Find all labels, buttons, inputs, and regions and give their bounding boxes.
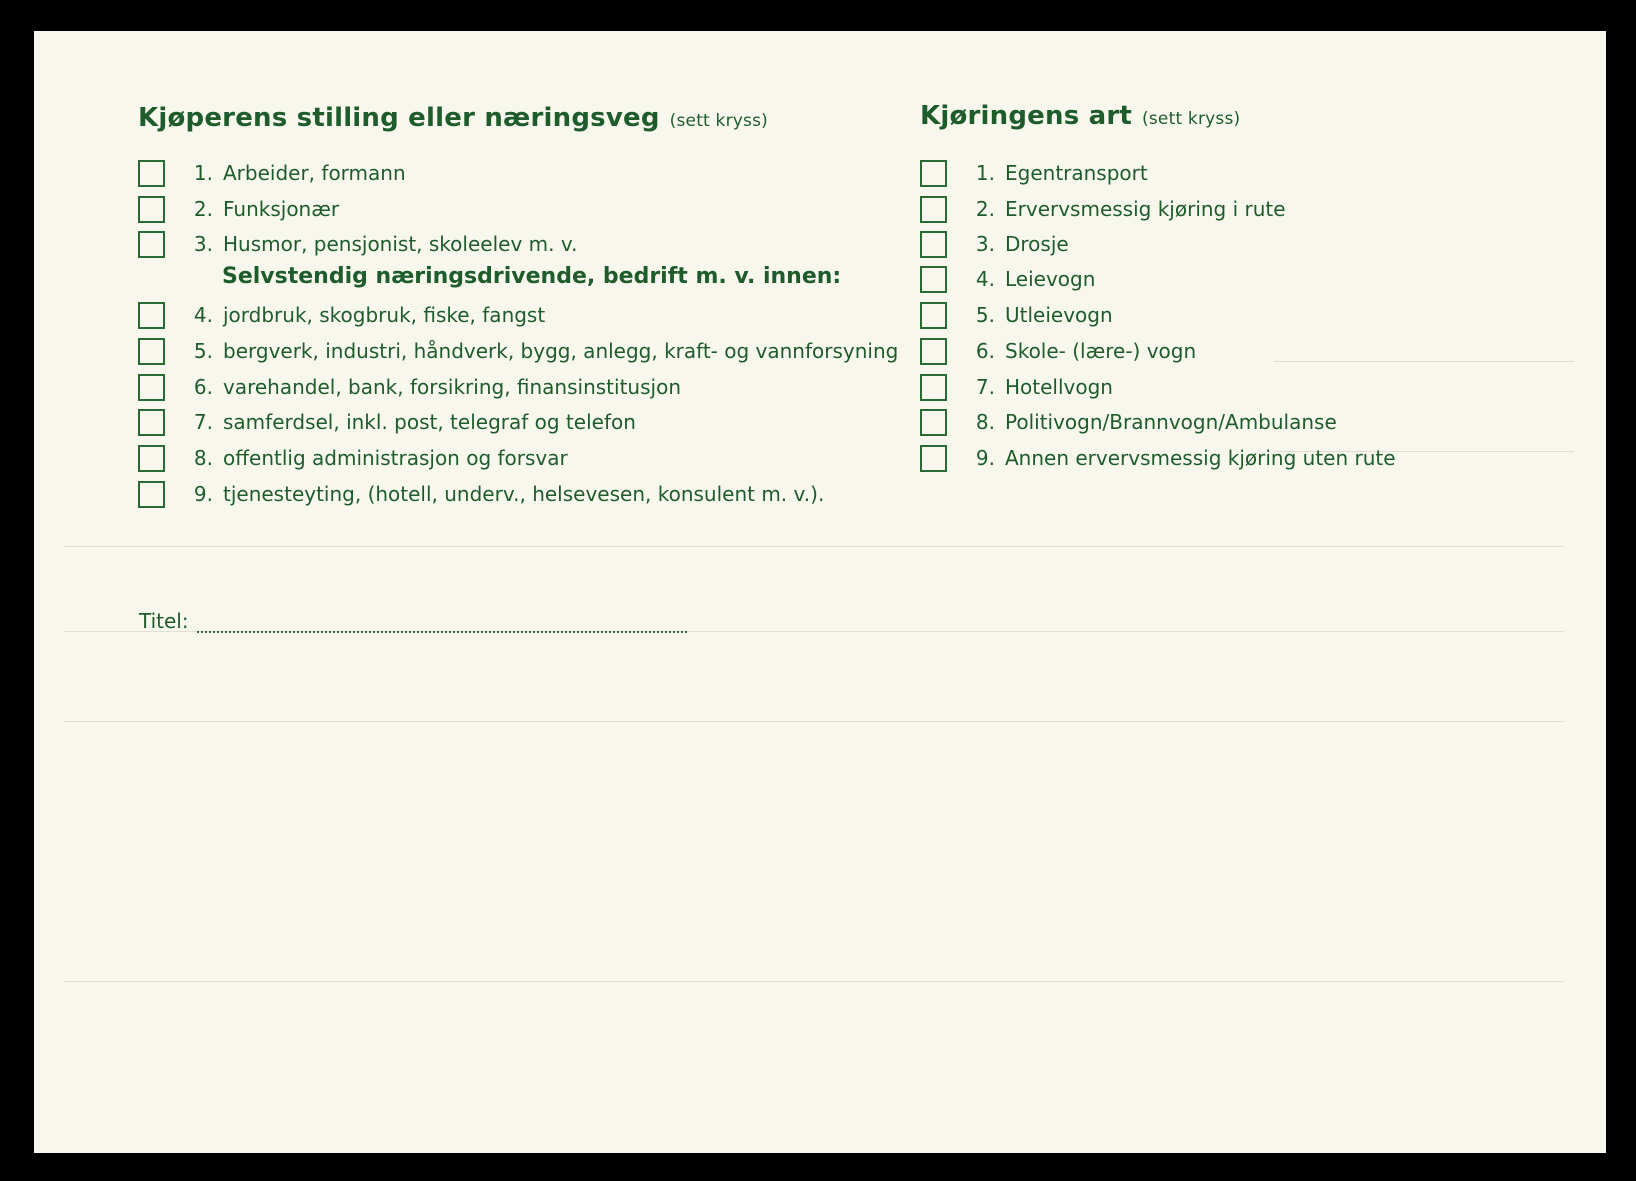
option-number: 9. bbox=[193, 482, 213, 506]
form-paper bbox=[34, 31, 1606, 1153]
option-label: offentlig administrasjon og forsvar bbox=[223, 446, 568, 470]
checkbox[interactable] bbox=[138, 160, 165, 187]
option-label: Arbeider, formann bbox=[223, 161, 406, 185]
checkbox[interactable] bbox=[920, 266, 947, 293]
occupation-option-9[interactable] bbox=[138, 479, 824, 509]
option-number: 3. bbox=[975, 232, 995, 256]
option-label: Skole- (lære-) vogn bbox=[1005, 339, 1197, 363]
option-label: Ervervsmessig kjøring i rute bbox=[1005, 197, 1286, 221]
option-label: Hotellvogn bbox=[1005, 375, 1113, 399]
option-label: Leievogn bbox=[1005, 267, 1096, 291]
option-number: 7. bbox=[193, 410, 213, 434]
checkbox[interactable] bbox=[920, 374, 947, 401]
checkbox[interactable] bbox=[138, 196, 165, 223]
occupation-option-1[interactable] bbox=[138, 158, 406, 188]
option-number: 1. bbox=[975, 161, 995, 185]
option-number: 7. bbox=[975, 375, 995, 399]
bleed-line bbox=[64, 546, 1564, 547]
title-field[interactable] bbox=[139, 609, 687, 633]
checkbox[interactable] bbox=[920, 409, 947, 436]
driving-option-9[interactable] bbox=[920, 443, 1396, 473]
option-number: 8. bbox=[193, 446, 213, 470]
checkbox[interactable] bbox=[920, 302, 947, 329]
occupation-option-6[interactable] bbox=[138, 372, 681, 402]
option-label: Annen ervervsmessig kjøring uten rute bbox=[1005, 446, 1396, 470]
checkbox[interactable] bbox=[920, 445, 947, 472]
heading-text: Kjøperens stilling eller næringsveg bbox=[138, 103, 660, 133]
heading-note: (sett kryss) bbox=[1142, 109, 1241, 129]
driving-option-5[interactable] bbox=[920, 300, 1113, 330]
option-label: Politivogn/Brannvogn/Ambulanse bbox=[1005, 410, 1337, 434]
occupation-option-2[interactable] bbox=[138, 194, 339, 224]
option-label: Drosje bbox=[1005, 232, 1069, 256]
heading-note: (sett kryss) bbox=[669, 111, 768, 131]
driving-option-8[interactable] bbox=[920, 407, 1337, 437]
checkbox[interactable] bbox=[138, 409, 165, 436]
checkbox[interactable] bbox=[138, 374, 165, 401]
checkbox[interactable] bbox=[138, 481, 165, 508]
option-number: 4. bbox=[193, 303, 213, 327]
option-number: 1. bbox=[193, 161, 213, 185]
option-label: jordbruk, skogbruk, fiske, fangst bbox=[223, 303, 546, 327]
checkbox[interactable] bbox=[138, 302, 165, 329]
checkbox[interactable] bbox=[138, 231, 165, 258]
checkbox[interactable] bbox=[138, 338, 165, 365]
option-number: 4. bbox=[975, 267, 995, 291]
option-label: Egentransport bbox=[1005, 161, 1148, 185]
option-number: 9. bbox=[975, 446, 995, 470]
occupation-option-4[interactable] bbox=[138, 300, 545, 330]
option-number: 8. bbox=[975, 410, 995, 434]
driving-option-1[interactable] bbox=[920, 158, 1148, 188]
option-number: 2. bbox=[975, 197, 995, 221]
option-label: samferdsel, inkl. post, telegraf og telefon bbox=[223, 410, 636, 434]
option-number: 5. bbox=[193, 339, 213, 363]
option-number: 3. bbox=[193, 232, 213, 256]
driving-type-heading bbox=[920, 101, 1240, 131]
option-number: 6. bbox=[975, 339, 995, 363]
option-label: bergverk, industri, håndverk, bygg, anlegg, kraft- og vannforsyning bbox=[223, 339, 899, 363]
option-number: 6. bbox=[193, 375, 213, 399]
checkbox[interactable] bbox=[920, 160, 947, 187]
option-label: Utleievogn bbox=[1005, 303, 1113, 327]
occupation-option-3[interactable] bbox=[138, 229, 577, 259]
heading-text: Kjøringens art bbox=[920, 101, 1133, 131]
occupation-option-8[interactable] bbox=[138, 443, 568, 473]
buyer-occupation-heading bbox=[138, 103, 768, 133]
option-label: varehandel, bank, forsikring, finansinstitusjon bbox=[223, 375, 681, 399]
driving-option-4[interactable] bbox=[920, 264, 1095, 294]
option-number: 2. bbox=[193, 197, 213, 221]
title-label: Titel: bbox=[139, 609, 189, 633]
title-dotted-line[interactable] bbox=[197, 613, 687, 633]
checkbox[interactable] bbox=[138, 445, 165, 472]
option-label: Husmor, pensjonist, skoleelev m. v. bbox=[223, 232, 578, 256]
option-label: Funksjonær bbox=[223, 197, 340, 221]
driving-option-3[interactable] bbox=[920, 229, 1069, 259]
bleed-line bbox=[1274, 361, 1574, 362]
bleed-line bbox=[64, 721, 1564, 722]
occupation-option-7[interactable] bbox=[138, 407, 636, 437]
driving-option-6[interactable] bbox=[920, 336, 1196, 366]
option-number: 5. bbox=[975, 303, 995, 327]
driving-option-7[interactable] bbox=[920, 372, 1113, 402]
driving-option-2[interactable] bbox=[920, 194, 1286, 224]
occupation-option-5[interactable] bbox=[138, 336, 898, 366]
self-employed-subheading: Selvstendig næringsdrivende, bedrift m. v. innen: bbox=[222, 264, 842, 289]
checkbox[interactable] bbox=[920, 338, 947, 365]
checkbox[interactable] bbox=[920, 231, 947, 258]
option-label: tjenesteyting, (hotell, underv., helsevesen, konsulent m. v.). bbox=[223, 482, 825, 506]
checkbox[interactable] bbox=[920, 196, 947, 223]
bleed-line bbox=[64, 981, 1564, 982]
